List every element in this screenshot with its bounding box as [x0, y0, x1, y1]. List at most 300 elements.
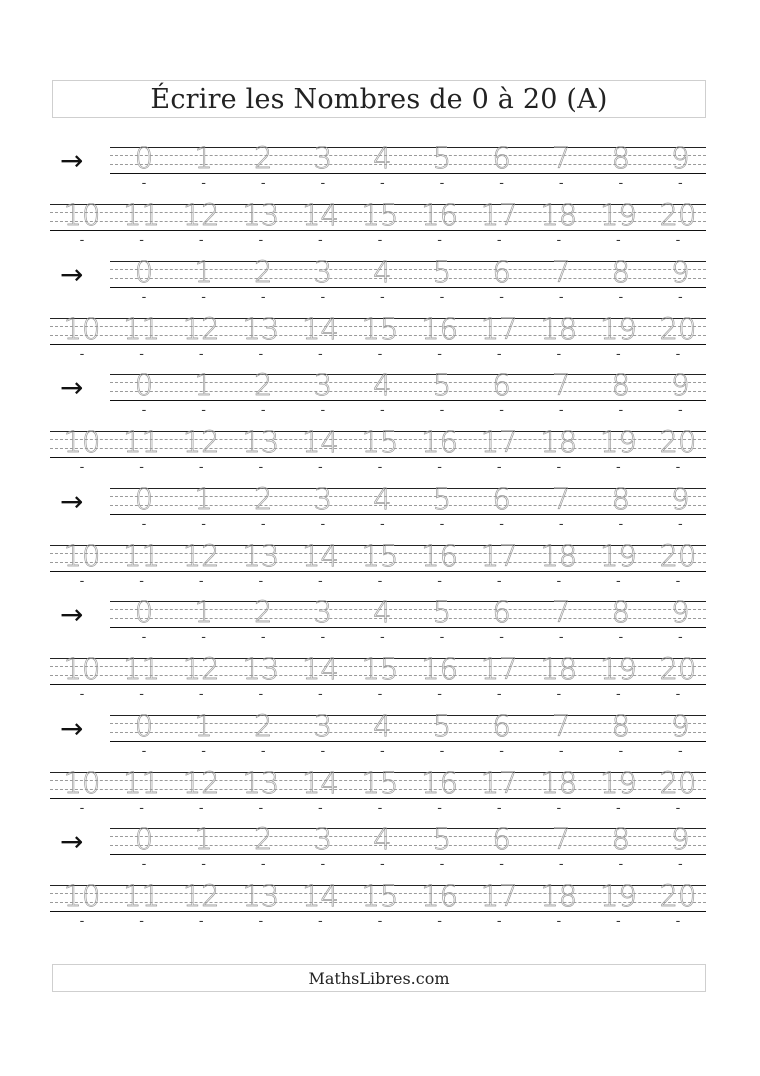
- blank-mark: -: [198, 914, 204, 929]
- right-arrow-icon: →: [60, 484, 84, 518]
- traceable-number: 10: [63, 652, 101, 686]
- blank-mark: -: [377, 800, 383, 816]
- traceable-number: 18: [540, 652, 578, 686]
- blank-mark: -: [377, 460, 383, 475]
- blank-mark: -: [678, 630, 683, 645]
- blank-mark: -: [141, 176, 147, 191]
- traceable-number: 18: [540, 879, 578, 913]
- right-arrow-icon: →: [60, 711, 84, 745]
- traceable-number: 10: [63, 765, 101, 800]
- traceable-number: 17: [480, 879, 518, 913]
- traceable-number: 2: [253, 141, 273, 175]
- number-cell: [293, 481, 353, 542]
- number-cell: [650, 708, 710, 769]
- traceable-number: 14: [301, 311, 339, 346]
- right-arrow-icon: →: [60, 825, 84, 858]
- traceable-number: 3: [313, 822, 333, 856]
- traceable-number: 9: [671, 708, 690, 743]
- worksheet-title: Écrire les Nombres de 0 à 20 (A): [150, 83, 608, 115]
- number-cell: [114, 370, 174, 428]
- blank-mark: -: [320, 403, 326, 418]
- number-cell: [171, 765, 231, 826]
- number-cell: [529, 200, 589, 258]
- number-cell: [350, 765, 410, 826]
- blank-mark: -: [258, 233, 264, 248]
- blank-mark: -: [499, 743, 504, 759]
- blank-mark: -: [139, 687, 144, 702]
- traceable-number: 9: [671, 822, 690, 856]
- blank-mark: -: [618, 857, 624, 872]
- traceable-number: 8: [611, 254, 631, 289]
- traceable-number: 6: [492, 708, 511, 743]
- traceable-number: 14: [301, 538, 339, 573]
- number-cell: [648, 538, 708, 599]
- blank-mark: -: [616, 687, 621, 702]
- number-cell: [231, 881, 291, 939]
- number-cell: [650, 370, 710, 428]
- traceable-number: 16: [421, 198, 459, 232]
- number-cell: [529, 427, 589, 485]
- blank-mark: -: [198, 233, 204, 248]
- right-arrow-icon: →: [60, 257, 84, 291]
- number-cell: [648, 765, 708, 826]
- blank-mark: -: [439, 743, 445, 759]
- blank-mark: -: [258, 687, 264, 702]
- blank-mark: -: [380, 743, 385, 759]
- traceable-number: 0: [134, 141, 154, 175]
- blank-mark: -: [320, 289, 326, 305]
- blank-mark: -: [377, 346, 383, 362]
- number-cell: [591, 824, 651, 882]
- number-cell: [290, 427, 350, 485]
- blank-mark: -: [496, 233, 502, 248]
- traceable-number: 1: [194, 708, 213, 743]
- traceable-number: 13: [242, 425, 280, 459]
- number-cell: [650, 254, 710, 315]
- blank-mark: -: [556, 914, 562, 929]
- traceable-number: 4: [373, 708, 392, 743]
- blank-mark: -: [618, 516, 624, 532]
- traceable-number: 20: [659, 538, 697, 573]
- tracing-row-10-20: [0, 538, 760, 599]
- blank-mark: -: [558, 743, 564, 759]
- traceable-number: 5: [432, 708, 452, 743]
- right-arrow-icon: →: [60, 371, 84, 404]
- number-cell: [588, 200, 648, 258]
- number-cell: [410, 765, 470, 826]
- blank-mark: -: [139, 573, 144, 589]
- number-cell: [290, 654, 350, 712]
- number-cell: [531, 143, 591, 201]
- traceable-number: 6: [492, 481, 511, 516]
- blank-mark: -: [201, 630, 206, 645]
- number-cell: [112, 427, 172, 485]
- blank-mark: -: [198, 573, 204, 589]
- traceable-number: 18: [540, 425, 578, 459]
- traceable-number: 7: [551, 595, 571, 629]
- number-cell: [352, 824, 412, 882]
- blank-mark: -: [139, 914, 144, 929]
- traceable-number: 3: [313, 481, 333, 516]
- traceable-number: 4: [373, 481, 392, 516]
- number-cell: [529, 538, 589, 599]
- number-cell: [114, 824, 174, 882]
- blank-mark: -: [437, 800, 442, 816]
- blank-mark: -: [79, 800, 85, 816]
- number-cell: [52, 538, 112, 599]
- traceable-number: 12: [182, 538, 220, 573]
- traceable-number: 1: [194, 254, 213, 289]
- traceable-number: 0: [134, 595, 154, 629]
- blank-mark: -: [260, 403, 266, 418]
- number-cell: [650, 824, 710, 882]
- blank-mark: -: [79, 346, 85, 362]
- number-cell: [591, 597, 651, 655]
- traceable-number: 10: [63, 538, 101, 573]
- blank-mark: -: [616, 460, 621, 475]
- blank-mark: -: [496, 914, 502, 929]
- blank-mark: -: [79, 573, 85, 589]
- traceable-number: 2: [253, 822, 273, 856]
- number-cell: [174, 254, 234, 315]
- blank-mark: -: [437, 687, 442, 702]
- traceable-number: 15: [361, 879, 399, 913]
- tracing-row-0-9: [0, 824, 760, 882]
- traceable-number: 19: [599, 311, 637, 346]
- blank-mark: -: [437, 346, 442, 362]
- blank-mark: -: [198, 687, 204, 702]
- blank-mark: -: [318, 346, 323, 362]
- traceable-number: 2: [253, 254, 273, 289]
- number-cell: [591, 708, 651, 769]
- tracing-row-0-9: [0, 597, 760, 655]
- traceable-number: 15: [361, 765, 399, 800]
- number-cell: [350, 654, 410, 712]
- number-cell: [588, 765, 648, 826]
- blank-mark: -: [558, 516, 564, 532]
- blank-mark: -: [320, 630, 326, 645]
- traceable-number: 5: [432, 481, 452, 516]
- traceable-number: 15: [361, 311, 399, 346]
- blank-mark: -: [201, 176, 206, 191]
- number-cell: [352, 597, 412, 655]
- traceable-number: 6: [492, 254, 511, 289]
- traceable-number: 19: [599, 538, 637, 573]
- traceable-number: 4: [373, 822, 392, 856]
- blank-mark: -: [79, 914, 85, 929]
- number-cell: [352, 481, 412, 542]
- blank-mark: -: [499, 403, 504, 418]
- blank-mark: -: [380, 176, 385, 191]
- traceable-number: 15: [361, 652, 399, 686]
- blank-mark: -: [139, 233, 144, 248]
- traceable-number: 17: [480, 311, 518, 346]
- number-cell: [588, 311, 648, 372]
- blank-mark: -: [678, 516, 683, 532]
- blank-mark: -: [377, 233, 383, 248]
- traceable-number: 1: [194, 141, 213, 175]
- blank-mark: -: [678, 743, 683, 759]
- blank-mark: -: [141, 630, 147, 645]
- number-cell: [412, 708, 472, 769]
- blank-mark: -: [437, 460, 442, 475]
- traceable-number: 7: [551, 708, 571, 743]
- tracing-row-0-9: [0, 254, 760, 315]
- number-cell: [472, 824, 532, 882]
- number-cell: [52, 427, 112, 485]
- blank-mark: -: [139, 460, 144, 475]
- blank-mark: -: [558, 176, 564, 191]
- blank-mark: -: [79, 233, 85, 248]
- blank-mark: -: [201, 403, 206, 418]
- traceable-number: 7: [551, 822, 571, 856]
- traceable-number: 20: [659, 879, 697, 913]
- blank-mark: -: [141, 743, 147, 759]
- traceable-number: 8: [611, 708, 631, 743]
- traceable-number: 14: [301, 425, 339, 459]
- blank-mark: -: [320, 176, 326, 191]
- blank-mark: -: [496, 346, 502, 362]
- traceable-number: 1: [194, 595, 213, 629]
- traceable-number: 3: [313, 708, 333, 743]
- number-cell: [114, 597, 174, 655]
- number-cell: [472, 370, 532, 428]
- traceable-number: 16: [421, 765, 459, 800]
- blank-mark: -: [260, 630, 266, 645]
- number-cell: [233, 143, 293, 201]
- traceable-number: 3: [313, 595, 333, 629]
- number-cell: [591, 254, 651, 315]
- traceable-number: 8: [611, 822, 631, 856]
- blank-mark: -: [380, 630, 385, 645]
- blank-mark: -: [558, 403, 564, 418]
- traceable-number: 5: [432, 368, 452, 402]
- traceable-number: 16: [421, 879, 459, 913]
- blank-mark: -: [616, 914, 621, 929]
- blank-mark: -: [320, 743, 326, 759]
- number-cell: [472, 254, 532, 315]
- blank-mark: -: [258, 346, 264, 362]
- number-cell: [233, 708, 293, 769]
- number-cell: [112, 654, 172, 712]
- traceable-number: 17: [480, 198, 518, 232]
- blank-mark: -: [318, 914, 323, 929]
- number-cell: [174, 597, 234, 655]
- tracing-row-0-9: [0, 143, 760, 201]
- blank-mark: -: [556, 573, 562, 589]
- traceable-number: 7: [551, 254, 571, 289]
- number-cell: [174, 481, 234, 542]
- tracing-row-0-9: [0, 370, 760, 428]
- traceable-number: 9: [671, 481, 690, 516]
- traceable-number: 6: [492, 368, 511, 402]
- blank-mark: -: [499, 630, 504, 645]
- blank-mark: -: [139, 346, 144, 362]
- blank-mark: -: [558, 630, 564, 645]
- traceable-number: 8: [611, 141, 631, 175]
- number-cell: [231, 427, 291, 485]
- number-cell: [529, 765, 589, 826]
- traceable-number: 4: [373, 595, 392, 629]
- traceable-number: 12: [182, 652, 220, 686]
- traceable-number: 14: [301, 652, 339, 686]
- number-cell: [352, 370, 412, 428]
- number-cell: [648, 654, 708, 712]
- traceable-number: 13: [242, 652, 280, 686]
- traceable-number: 12: [182, 198, 220, 232]
- number-cell: [412, 824, 472, 882]
- number-cell: [648, 200, 708, 258]
- number-cell: [231, 538, 291, 599]
- blank-mark: -: [496, 573, 502, 589]
- number-cell: [171, 200, 231, 258]
- number-cell: [352, 143, 412, 201]
- number-cell: [412, 254, 472, 315]
- number-cell: [410, 200, 470, 258]
- number-cell: [114, 481, 174, 542]
- traceable-number: 1: [194, 822, 213, 856]
- number-cell: [410, 881, 470, 939]
- tracing-row-10-20: [0, 881, 760, 939]
- traceable-number: 12: [182, 311, 220, 346]
- traceable-number: 2: [253, 708, 273, 743]
- number-cell: [648, 427, 708, 485]
- blank-mark: -: [499, 289, 504, 305]
- number-cell: [52, 765, 112, 826]
- tracing-row-0-9: [0, 481, 760, 542]
- blank-mark: -: [320, 516, 326, 532]
- number-cell: [171, 427, 231, 485]
- traceable-number: 13: [242, 765, 280, 800]
- traceable-number: 2: [253, 368, 273, 402]
- traceable-number: 20: [659, 311, 697, 346]
- blank-mark: -: [499, 516, 504, 532]
- tracing-row-10-20: [0, 654, 760, 712]
- blank-mark: -: [377, 687, 383, 702]
- blank-mark: -: [377, 914, 383, 929]
- blank-mark: -: [439, 857, 445, 872]
- traceable-number: 20: [659, 765, 697, 800]
- blank-mark: -: [141, 289, 147, 305]
- traceable-number: 5: [432, 822, 452, 856]
- traceable-number: 20: [659, 652, 697, 686]
- traceable-number: 19: [599, 879, 637, 913]
- traceable-number: 17: [480, 425, 518, 459]
- number-cell: [231, 654, 291, 712]
- traceable-number: 8: [611, 595, 631, 629]
- blank-mark: -: [439, 176, 445, 191]
- traceable-number: 5: [432, 141, 452, 175]
- number-cell: [174, 370, 234, 428]
- traceable-number: 20: [659, 198, 697, 232]
- number-cell: [174, 143, 234, 201]
- number-cell: [52, 311, 112, 372]
- blank-mark: -: [678, 176, 683, 191]
- traceable-number: 12: [182, 765, 220, 800]
- traceable-number: 20: [659, 425, 697, 459]
- number-cell: [171, 538, 231, 599]
- number-cell: [469, 200, 529, 258]
- number-cell: [469, 654, 529, 712]
- traceable-number: 0: [134, 822, 154, 856]
- blank-mark: -: [556, 687, 562, 702]
- traceable-number: 14: [301, 765, 339, 800]
- traceable-number: 13: [242, 879, 280, 913]
- number-cell: [531, 481, 591, 542]
- number-cell: [174, 824, 234, 882]
- blank-mark: -: [141, 403, 147, 418]
- number-cell: [531, 824, 591, 882]
- blank-mark: -: [260, 743, 266, 759]
- traceable-number: 19: [599, 198, 637, 232]
- blank-mark: -: [198, 800, 204, 816]
- blank-mark: -: [675, 800, 681, 816]
- traceable-number: 5: [432, 254, 452, 289]
- traceable-number: 13: [242, 311, 280, 346]
- blank-mark: -: [260, 289, 266, 305]
- traceable-number: 13: [242, 538, 280, 573]
- traceable-number: 15: [361, 538, 399, 573]
- traceable-number: 18: [540, 311, 578, 346]
- traceable-number: 16: [421, 311, 459, 346]
- traceable-number: 9: [671, 141, 690, 175]
- number-cell: [472, 143, 532, 201]
- blank-mark: -: [318, 573, 323, 589]
- traceable-number: 11: [123, 765, 161, 800]
- number-cell: [290, 881, 350, 939]
- number-cell: [469, 881, 529, 939]
- blank-mark: -: [678, 403, 683, 418]
- blank-mark: -: [558, 857, 564, 872]
- blank-mark: -: [556, 800, 562, 816]
- traceable-number: 7: [551, 368, 571, 402]
- traceable-number: 10: [63, 311, 101, 346]
- number-cell: [410, 654, 470, 712]
- number-cell: [293, 370, 353, 428]
- blank-mark: -: [258, 914, 264, 929]
- blank-mark: -: [556, 460, 562, 475]
- number-cell: [410, 311, 470, 372]
- traceable-number: 11: [123, 198, 161, 232]
- traceable-number: 9: [671, 595, 690, 629]
- blank-mark: -: [201, 516, 206, 532]
- traceable-number: 19: [599, 652, 637, 686]
- traceable-number: 9: [671, 254, 690, 289]
- traceable-number: 11: [123, 652, 161, 686]
- traceable-number: 14: [301, 198, 339, 232]
- traceable-number: 18: [540, 538, 578, 573]
- number-cell: [531, 254, 591, 315]
- number-cell: [472, 597, 532, 655]
- number-cell: [52, 881, 112, 939]
- number-cell: [588, 538, 648, 599]
- traceable-number: 6: [492, 822, 511, 856]
- traceable-number: 12: [182, 879, 220, 913]
- blank-mark: -: [318, 800, 323, 816]
- tracing-row-10-20: [0, 200, 760, 258]
- number-cell: [290, 200, 350, 258]
- traceable-number: 18: [540, 198, 578, 232]
- blank-mark: -: [618, 630, 624, 645]
- blank-mark: -: [618, 743, 624, 759]
- tracing-row-10-20: [0, 311, 760, 372]
- traceable-number: 11: [123, 425, 161, 459]
- number-cell: [410, 538, 470, 599]
- number-cell: [469, 538, 529, 599]
- blank-mark: -: [201, 857, 206, 872]
- number-cell: [410, 427, 470, 485]
- blank-mark: -: [675, 346, 681, 362]
